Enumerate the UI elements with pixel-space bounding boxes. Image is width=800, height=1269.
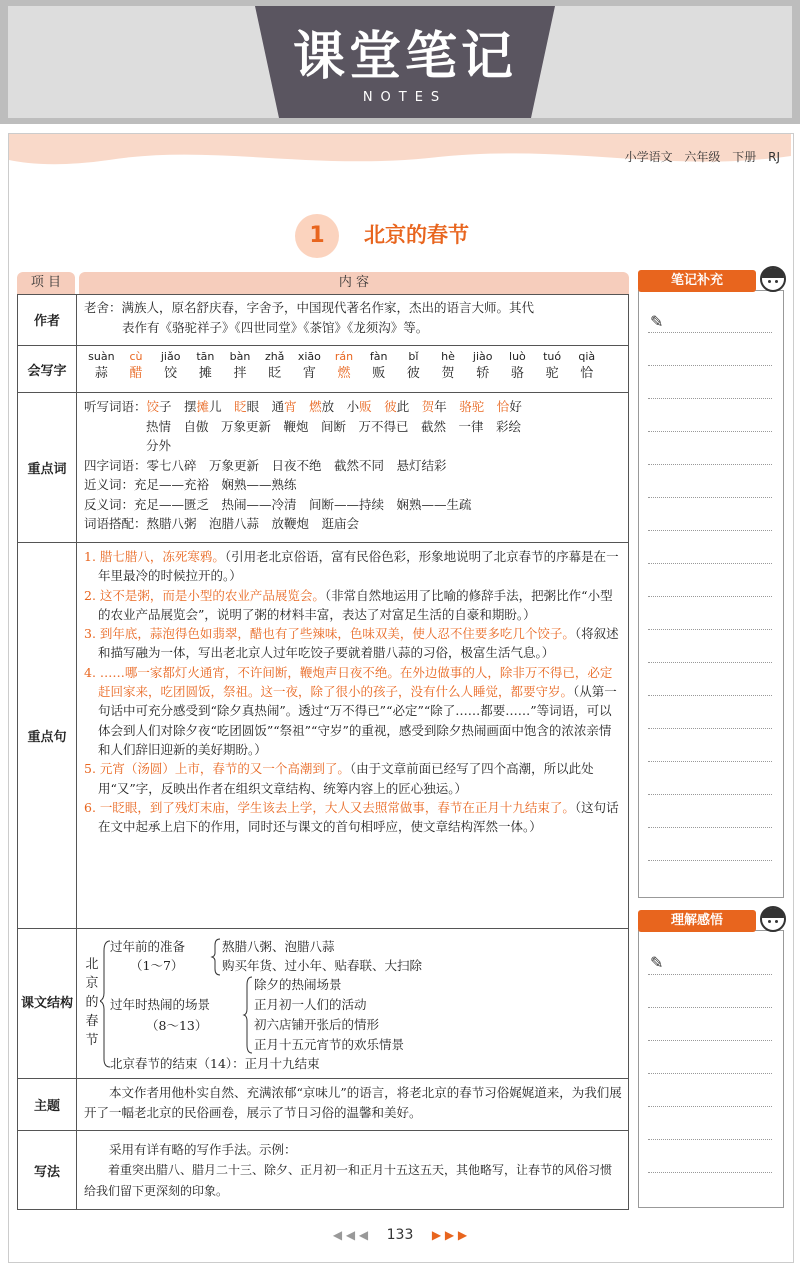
dictation-words bbox=[147, 399, 522, 414]
char-cell bbox=[569, 349, 604, 383]
char-hanzi: 眨 bbox=[268, 366, 282, 381]
method-line1: 采用有详有略的写作手法。示例： bbox=[109, 1142, 297, 1157]
char-pinyin: cù bbox=[129, 350, 143, 363]
ruled-line bbox=[648, 1139, 772, 1140]
dictation-text: 此 bbox=[396, 399, 422, 414]
sentence-list bbox=[84, 547, 622, 836]
char-hanzi: 摊 bbox=[198, 366, 212, 381]
char-grid-inner bbox=[84, 349, 604, 383]
char-cell bbox=[327, 349, 362, 383]
ruled-line bbox=[648, 695, 772, 696]
page-title: 课堂笔记 bbox=[292, 27, 517, 87]
s1-a: 熬腊八粥、泡腊八蒜 bbox=[222, 939, 335, 954]
ruled-line bbox=[648, 794, 772, 795]
char-pinyin: jiào bbox=[472, 350, 493, 363]
sentence-item bbox=[84, 586, 622, 625]
dictation-text bbox=[484, 399, 497, 414]
page-number: 133 bbox=[386, 1227, 414, 1243]
ruled-line bbox=[648, 629, 772, 630]
ruled-line bbox=[648, 530, 772, 531]
sentence-item bbox=[84, 624, 622, 663]
meta-edition: RJ bbox=[768, 150, 780, 164]
sentence-quote: ……哪一家都灯火通宵，不许间断，鞭炮声日夜不绝。在外边做事的人，除非万不得已，必定赶回家来，吃团圆饭，祭祖。这一夜，除了很小的孩子，没有什么人睡觉，都要守岁。 bbox=[98, 664, 613, 700]
dictation-highlight: 饺 bbox=[146, 399, 160, 414]
ruled-line bbox=[648, 464, 772, 465]
row-key-sentences bbox=[17, 543, 629, 929]
structure-root-char: 北 bbox=[85, 957, 99, 972]
next-arrows-icon: ▶ ▶ ▶ bbox=[431, 1228, 468, 1242]
dictation-text: 眼 通 bbox=[246, 399, 285, 414]
row-method bbox=[17, 1131, 629, 1210]
synonyms: 近义词：充足——充裕 娴熟——熟练 bbox=[84, 477, 297, 492]
author-content bbox=[84, 298, 622, 337]
meta-subject: 小学语文 bbox=[624, 150, 673, 164]
char-hanzi: 饺 bbox=[164, 366, 178, 381]
ruled-line bbox=[648, 662, 772, 663]
pencil-icon: ✎ bbox=[650, 312, 664, 331]
sentence-note: （将叙述和描写融为一体，写出老北京人过年吃饺子要就着腊八蒜的习俗，极富生活气息。） bbox=[98, 626, 619, 661]
dictation-line2: 热情 自傲 万象更新 鞭炮 间断 万不得已 截然 一律 彩绘 bbox=[146, 418, 522, 434]
row-label: 重点句 bbox=[18, 543, 77, 928]
char-cell bbox=[500, 349, 535, 383]
char-hanzi: 贩 bbox=[372, 366, 386, 381]
dictation-highlight: 燃 bbox=[309, 399, 322, 414]
dictation-line1 bbox=[84, 397, 622, 417]
sentence-quote: 这不是粥，而是小型的农业产品展览会。 bbox=[99, 587, 325, 603]
char-pinyin: jiǎo bbox=[160, 350, 181, 363]
sentence-number: 3. bbox=[84, 626, 100, 642]
ruled-line bbox=[648, 1106, 772, 1107]
ruled-line bbox=[648, 1172, 772, 1173]
ruled-line bbox=[648, 431, 772, 432]
ruled-line bbox=[648, 1040, 772, 1041]
char-hanzi: 彼 bbox=[406, 366, 420, 381]
dictation-line3: 分外 bbox=[146, 438, 172, 453]
char-pinyin: tān bbox=[196, 350, 215, 363]
sentence-number: 2. bbox=[84, 587, 100, 603]
girl-face-icon bbox=[760, 266, 786, 292]
char-pinyin: fàn bbox=[369, 350, 388, 363]
ruled-line bbox=[648, 827, 772, 828]
char-hanzi: 贺 bbox=[441, 366, 455, 381]
pager bbox=[300, 1227, 500, 1243]
structure-root bbox=[84, 955, 100, 1050]
char-pinyin: bàn bbox=[229, 350, 251, 363]
sentence-note: （由于文章前面已经写了四个高潮，所以此处用“又”字，反映出作者在组织文章结构、统筹内容上的匠心独运。） bbox=[98, 761, 594, 796]
meta-volume: 下册 bbox=[732, 150, 757, 164]
char-pinyin: tuó bbox=[543, 350, 562, 363]
girl-face-icon bbox=[760, 906, 786, 932]
char-cell bbox=[153, 349, 188, 383]
char-hanzi: 轿 bbox=[476, 366, 490, 381]
char-hanzi: 燃 bbox=[337, 366, 351, 381]
dictation-text: 子 摆 bbox=[159, 399, 197, 414]
char-cell bbox=[535, 349, 570, 383]
structure-root-char: 京 bbox=[85, 976, 99, 991]
dictation-highlight: 彼 bbox=[384, 399, 397, 414]
structure-root-char: 节 bbox=[85, 1033, 99, 1048]
row-label: 课文结构 bbox=[18, 929, 77, 1078]
s2-b: 正月初一人们的活动 bbox=[254, 997, 367, 1012]
char-hanzi: 蒜 bbox=[94, 366, 108, 381]
s1-b: 购买年货、过小年、贴春联、大扫除 bbox=[222, 958, 423, 973]
four-char-words: 四字词语：零七八碎 万象更新 日夜不绝 截然不同 悬灯结彩 bbox=[84, 457, 447, 473]
sentence-item bbox=[84, 547, 622, 586]
char-hanzi: 醋 bbox=[129, 366, 143, 381]
ruled-line bbox=[648, 761, 772, 762]
row-key-words bbox=[17, 393, 629, 543]
char-cell bbox=[119, 349, 154, 383]
prev-arrows-icon: ◀ ◀ ◀ bbox=[332, 1228, 369, 1242]
collocations: 词语搭配：熬腊八粥 泡腊八蒜 放鞭炮 逛庙会 bbox=[84, 516, 360, 531]
sentence-note: （这句话在文中起承上启下的作用，同时还与课文的首句相呼应，使文章结构浑然一体。） bbox=[98, 799, 619, 835]
dictation-text: 年 bbox=[434, 399, 460, 414]
ruled-line bbox=[648, 563, 772, 564]
understand-tab: 理解感悟 bbox=[638, 910, 756, 932]
char-pinyin: rán bbox=[334, 350, 354, 363]
dictation-highlight: 宵 bbox=[284, 399, 297, 414]
notes-tab: 笔记补充 bbox=[638, 270, 756, 292]
char-cell bbox=[396, 349, 431, 383]
s2-range: （8～13） bbox=[146, 1018, 208, 1033]
ruled-line bbox=[648, 398, 772, 399]
s1-title: 过年前的准备 bbox=[110, 939, 186, 954]
ruled-line bbox=[648, 365, 772, 366]
char-hanzi: 骆 bbox=[510, 366, 524, 381]
sentence-note: （引用老北京俗语，富有民俗色彩，形象地说明了北京春节的序幕是在一年里最冷的时候拉开的。） bbox=[98, 549, 619, 584]
book-meta bbox=[625, 148, 780, 165]
dictation-highlight: 贺 bbox=[421, 399, 435, 414]
col-header-content: 内 容 bbox=[79, 272, 629, 294]
theme-text: 本文作者用他朴实自然、充满浓郁“京味儿”的语言，将老北京的春节习俗娓娓道来，为我们展开了一幅老北京的民俗画卷，展示了节日习俗的温馨和美好。 bbox=[84, 1085, 622, 1120]
char-cell bbox=[431, 349, 466, 383]
author-line1: 老舍：满族人，原名舒庆春，字舍予，中国现代著名作家，杰出的语言大师。其代 bbox=[84, 300, 535, 315]
ruled-line bbox=[648, 1073, 772, 1074]
char-hanzi: 驼 bbox=[545, 366, 559, 381]
char-hanzi: 宵 bbox=[302, 366, 316, 381]
char-hanzi: 恰 bbox=[580, 366, 594, 381]
s2-title: 过年时热闹的场景 bbox=[110, 997, 211, 1012]
ruled-line bbox=[648, 596, 772, 597]
dictation-text bbox=[297, 399, 310, 414]
col-header-item: 项 目 bbox=[17, 272, 75, 294]
dictation-highlight: 摊 bbox=[196, 399, 210, 414]
sentence-number: 1. bbox=[84, 549, 100, 564]
sentence-note: （从第一句话中可充分感受到“除夕真热闹”。透过“万不得已”“必定”“除了……都要……”等词语，可以体会到人们对除夕夜“吃团圆饭”“祭祖”“守岁”的重视，感受到除夕热闹画面中饱含的浓浓亲情和人们辞旧迎新的美好期盼。） bbox=[98, 684, 617, 757]
s2-c: 初六店铺开张后的情形 bbox=[254, 1017, 380, 1032]
ruled-line bbox=[648, 974, 772, 975]
char-cell bbox=[188, 349, 223, 383]
notes-box[interactable] bbox=[638, 290, 784, 898]
row-author bbox=[17, 294, 629, 346]
s2-bracket bbox=[242, 975, 254, 1055]
char-pinyin: suàn bbox=[88, 350, 115, 363]
sentence-note: （非常自然地运用了比喻的修辞手法，把粥比作“小型的农业产品展览会”，说明了粥的材料丰富，表达了对富足生活的自豪和期盼。） bbox=[98, 587, 613, 622]
sentence-item bbox=[84, 759, 622, 798]
sentence-item bbox=[84, 798, 622, 837]
s2-a: 除夕的热闹场景 bbox=[254, 977, 342, 992]
ruled-line bbox=[648, 332, 772, 333]
char-cell bbox=[223, 349, 258, 383]
sentence-quote: 一眨眼，到了残灯末庙，学生该去上学，大人又去照常做事，春节在正月十九结束了。 bbox=[99, 799, 575, 815]
sentence-number: 5. bbox=[84, 761, 100, 777]
row-write-chars bbox=[17, 346, 629, 393]
char-cell bbox=[361, 349, 396, 383]
char-pinyin: xiāo bbox=[297, 350, 321, 363]
ruled-line bbox=[648, 728, 772, 729]
words-content bbox=[84, 397, 622, 534]
row-label: 重点词 bbox=[18, 393, 77, 542]
page-subtitle: NOTES bbox=[362, 90, 448, 105]
row-label: 写法 bbox=[18, 1131, 77, 1209]
char-hanzi: 拌 bbox=[233, 366, 247, 381]
char-cell bbox=[465, 349, 500, 383]
s2-d: 正月十五元宵节的欢乐情景 bbox=[254, 1037, 405, 1052]
dictation-highlight: 骆驼 bbox=[459, 399, 485, 414]
dictation-highlight: 贩 bbox=[359, 399, 372, 414]
row-label: 会写字 bbox=[18, 346, 77, 392]
char-pinyin: luò bbox=[509, 350, 526, 363]
row-structure bbox=[17, 929, 629, 1079]
lesson-title: 北京的春节 bbox=[364, 223, 469, 247]
dictation-highlight: 恰 bbox=[496, 399, 510, 414]
row-label: 主题 bbox=[18, 1079, 77, 1130]
char-cell bbox=[292, 349, 327, 383]
dictation-highlight: 眨 bbox=[234, 399, 247, 414]
sentence-quote: 元宵（汤圆）上市，春节的又一个高潮到了。 bbox=[99, 761, 350, 777]
char-pinyin: bǐ bbox=[408, 350, 419, 363]
dictation-text: 好 bbox=[509, 399, 522, 414]
row-theme bbox=[17, 1079, 629, 1131]
sentence-quote: 到年底，蒜泡得色如翡翠，醋也有了些辣味，色味双美，使人忍不住要多吃几个饺子。 bbox=[99, 626, 575, 642]
pencil-icon: ✎ bbox=[650, 953, 664, 972]
sentence-quote: 腊七腊八，冻死寒鸦。 bbox=[99, 549, 225, 564]
dictation-text bbox=[372, 399, 385, 414]
char-pinyin: zhǎ bbox=[264, 350, 285, 363]
method-content bbox=[84, 1139, 622, 1202]
sentence-item bbox=[84, 663, 622, 759]
char-pinyin: qià bbox=[578, 350, 596, 363]
sentence-number: 6. bbox=[84, 799, 100, 815]
char-pinyin: hè bbox=[441, 350, 455, 363]
dictation-text: 放 小 bbox=[321, 399, 360, 414]
antonyms: 反义词：充足——匮乏 热闹——冷清 间断——持续 娴熟——生疏 bbox=[84, 496, 472, 512]
structure-root-char: 春 bbox=[85, 1014, 99, 1029]
dictation-label: 听写词语： bbox=[84, 399, 147, 414]
dictation-text: 儿 bbox=[209, 399, 235, 414]
s3-end: 北京春节的结束（14）：正月十九结束 bbox=[110, 1056, 320, 1071]
lesson-number: 1 bbox=[295, 214, 339, 258]
char-grid bbox=[84, 349, 622, 383]
char-cell bbox=[257, 349, 292, 383]
ruled-line bbox=[648, 497, 772, 498]
s1-bracket bbox=[210, 937, 222, 977]
row-label: 作者 bbox=[18, 294, 77, 345]
ruled-line bbox=[648, 1007, 772, 1008]
method-example: 着重突出腊八、腊月二十三、除夕、正月初一和正月十五这五天，其他略写，让春节的风俗习惯给我们留下更深刻的印象。 bbox=[84, 1163, 613, 1198]
char-cell bbox=[84, 349, 119, 383]
s1-range: （1～7） bbox=[130, 958, 184, 973]
meta-grade: 六年级 bbox=[684, 150, 721, 164]
author-line2: 表作有《骆驼祥子》《四世同堂》《茶馆》《龙须沟》等。 bbox=[122, 319, 429, 335]
structure-root-char: 的 bbox=[85, 995, 99, 1010]
ruled-line bbox=[648, 860, 772, 861]
sentence-number: 4. bbox=[84, 664, 100, 680]
